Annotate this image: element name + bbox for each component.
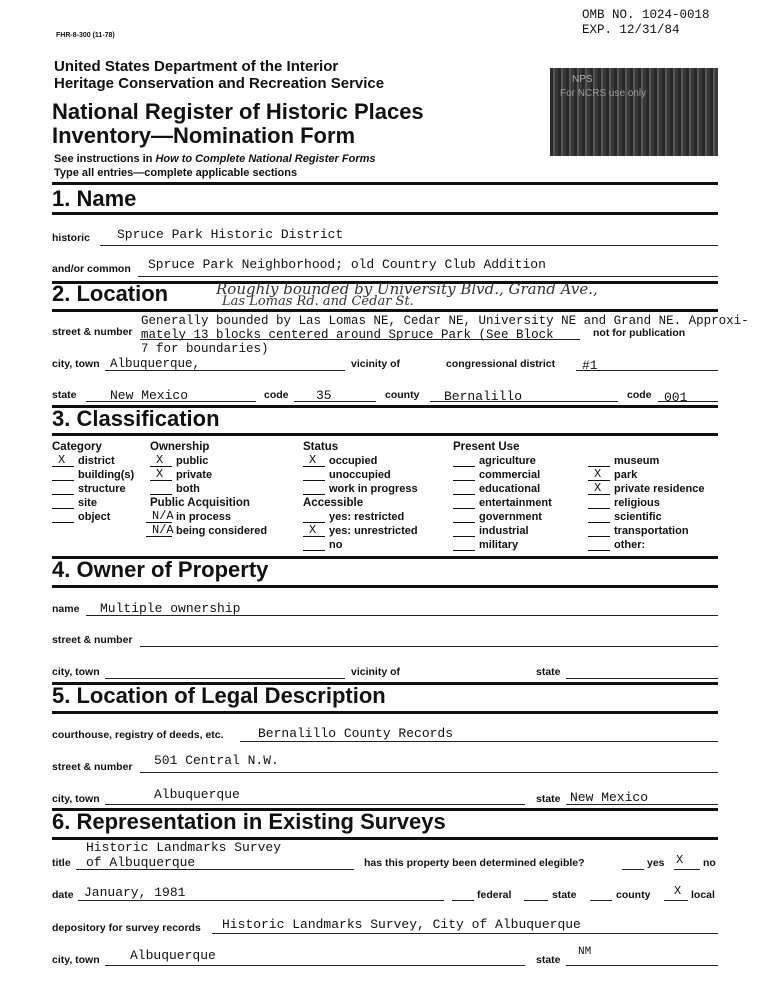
- section-divider: [52, 212, 718, 215]
- stamp-text-1: NPS: [572, 74, 593, 85]
- instructions-1b: How to Complete National Register Forms: [155, 153, 376, 165]
- checkbox-option[interactable]: [52, 455, 115, 467]
- checkbox-label: government: [479, 511, 542, 523]
- checkbox-label: transportation: [614, 525, 689, 537]
- acquisition-heading: Public Acquisition: [150, 497, 250, 509]
- checkbox-option[interactable]: [453, 511, 542, 523]
- checkbox-label: scientific: [614, 511, 662, 523]
- checkbox-option[interactable]: [453, 469, 540, 481]
- checkbox-option[interactable]: [453, 483, 540, 495]
- field-line: [76, 869, 354, 870]
- checkbox-option[interactable]: [52, 483, 126, 495]
- historic-label: historic: [52, 232, 90, 244]
- checkbox-blank[interactable]: [588, 469, 610, 481]
- checkbox-mark: X: [58, 453, 66, 467]
- owner-street-label: street & number: [52, 634, 133, 646]
- street-line-1[interactable]: Generally bounded by Las Lomas NE, Cedar NE, University NE and Grand NE. Approxi-: [141, 314, 749, 328]
- federal-label: federal: [477, 889, 512, 901]
- checkbox-blank[interactable]: [52, 469, 74, 481]
- checkbox-option[interactable]: [150, 483, 200, 495]
- survey-date[interactable]: January, 1981: [84, 885, 186, 900]
- checkbox-label: private residence: [614, 483, 705, 495]
- checkbox-label: military: [479, 539, 519, 551]
- checkbox-option[interactable]: [146, 511, 231, 523]
- field-line: [78, 900, 444, 901]
- survey-title-2[interactable]: of Albuquerque: [86, 855, 196, 870]
- owner-name-label: name: [52, 603, 80, 615]
- checkbox-label: unoccupied: [329, 469, 391, 481]
- checkbox-label: religious: [614, 497, 660, 509]
- field-line: [576, 370, 718, 371]
- instructions-1: [54, 153, 376, 165]
- local-mark[interactable]: X: [674, 884, 682, 898]
- checkbox-blank[interactable]: [453, 469, 475, 481]
- checkbox-option[interactable]: [52, 497, 97, 509]
- checkbox-option[interactable]: [52, 469, 134, 481]
- county-code-label: code: [627, 389, 652, 401]
- checkbox-option[interactable]: [453, 455, 536, 467]
- checkbox-option[interactable]: [453, 497, 552, 509]
- checkbox-label: other:: [614, 539, 646, 551]
- checkbox-option[interactable]: [146, 525, 267, 537]
- section-divider: [52, 182, 718, 185]
- state[interactable]: New Mexico: [110, 388, 189, 403]
- instructions-2: Type all entries—complete applicable sections: [54, 167, 298, 179]
- field-line: [212, 933, 718, 934]
- section-5-title: 5. Location of Legal Description: [52, 683, 386, 708]
- category-heading: Category: [52, 441, 102, 453]
- depository-label: depository for survey records: [52, 922, 201, 934]
- checkbox-option[interactable]: [303, 455, 377, 467]
- city-town-label: city, town: [52, 358, 100, 370]
- agency-line-2: Heritage Conservation and Recreation Service: [54, 75, 385, 92]
- checkbox-option[interactable]: [303, 539, 342, 551]
- historic-name[interactable]: Spruce Park Historic District: [117, 227, 344, 242]
- county-label: county: [385, 389, 420, 401]
- checkbox-option[interactable]: [303, 525, 418, 537]
- checkbox-blank[interactable]: [150, 455, 172, 467]
- field-line: [294, 401, 376, 402]
- field-line: [430, 401, 618, 402]
- checkbox-blank[interactable]: [588, 511, 610, 523]
- checkbox-blank[interactable]: [52, 455, 74, 467]
- checkbox-option[interactable]: [588, 455, 659, 467]
- checkbox-option[interactable]: [453, 539, 518, 551]
- no-mark[interactable]: X: [676, 853, 684, 867]
- checkbox-option[interactable]: [52, 511, 110, 523]
- survey-title-1[interactable]: Historic Landmarks Survey: [86, 840, 282, 855]
- owner-vicinity-label: vicinity of: [351, 666, 401, 678]
- checkbox-blank[interactable]: [588, 539, 610, 551]
- checkbox-blank[interactable]: [453, 525, 475, 537]
- stamp-text-2: For NCRS use only: [560, 88, 647, 99]
- nps-use-stamp: [550, 68, 718, 156]
- checkbox-blank[interactable]: [303, 469, 325, 481]
- owner-name[interactable]: Multiple ownership: [100, 601, 241, 616]
- form-number: FHR-8-300 (11-78): [56, 32, 115, 39]
- checkbox-blank[interactable]: [453, 483, 475, 495]
- field-line: [658, 401, 718, 402]
- field-line: [105, 370, 345, 371]
- state-option-label: state: [552, 889, 577, 901]
- checkbox-label: entertainment: [479, 497, 552, 509]
- common-name-label: and/or common: [52, 263, 131, 275]
- state-blank[interactable]: [524, 900, 548, 901]
- depository[interactable]: Historic Landmarks Survey, City of Albuquerque: [222, 917, 581, 932]
- survey-state-label: state: [536, 954, 561, 966]
- checkbox-blank[interactable]: [52, 483, 74, 495]
- checkbox-blank[interactable]: [52, 497, 74, 509]
- survey-city[interactable]: Albuquerque: [130, 948, 216, 963]
- county-blank[interactable]: [590, 900, 612, 901]
- checkbox-option[interactable]: [150, 455, 208, 467]
- local-label: local: [691, 889, 715, 901]
- state-code[interactable]: 35: [316, 388, 332, 403]
- field-line: [100, 245, 718, 246]
- handwritten-boundary-1: Roughly bounded by University Blvd., Grand Ave.,: [216, 280, 598, 298]
- checkbox-label: park: [614, 469, 638, 481]
- checkbox-blank[interactable]: [303, 525, 325, 537]
- section-3-title: 3. Classification: [52, 406, 220, 431]
- checkbox-blank[interactable]: [588, 497, 610, 509]
- legal-city-label: city, town: [52, 793, 100, 805]
- section-2-title: 2. Location: [52, 281, 169, 306]
- section-divider: [52, 585, 718, 588]
- field-line: [140, 646, 718, 647]
- field-line: [240, 741, 718, 742]
- section-divider: [52, 711, 718, 714]
- checkbox-blank[interactable]: [453, 455, 475, 467]
- section-6-title: 6. Representation in Existing Surveys: [52, 809, 446, 834]
- checkbox-option[interactable]: [588, 483, 705, 495]
- agency-line-1: United States Department of the Interior: [54, 58, 339, 75]
- checkbox-option[interactable]: [588, 511, 662, 523]
- no-label: no: [703, 857, 716, 869]
- survey-state[interactable]: NM: [578, 946, 592, 958]
- field-line: [566, 678, 718, 679]
- checkbox-blank[interactable]: [303, 539, 325, 551]
- section-divider: [52, 309, 718, 312]
- field-line: [138, 276, 718, 277]
- field-line: [566, 804, 718, 805]
- state-label: state: [52, 389, 77, 401]
- survey-city-label: city, town: [52, 954, 100, 966]
- section-divider: [52, 433, 718, 436]
- field-line: [86, 615, 718, 616]
- present-use-heading: Present Use: [453, 441, 520, 453]
- eligible-question: has this property been determined elegible?: [364, 857, 585, 869]
- checkbox-blank[interactable]: [588, 483, 610, 495]
- checkbox-label: structure: [78, 483, 126, 495]
- checkbox-mark: X: [594, 481, 602, 495]
- checkbox-option[interactable]: [588, 497, 660, 509]
- legal-city[interactable]: Albuquerque: [154, 787, 240, 802]
- section-1-title: 1. Name: [52, 186, 137, 211]
- checkbox-label: no: [329, 539, 343, 551]
- survey-title-label: title: [52, 857, 71, 869]
- checkbox-blank[interactable]: [588, 455, 610, 467]
- checkbox-blank[interactable]: [453, 511, 475, 523]
- checkbox-blank[interactable]: [52, 511, 74, 523]
- omb-number: OMB NO. 1024-0018: [582, 8, 710, 22]
- field-line: [105, 965, 525, 966]
- yes-label: yes: [647, 857, 665, 869]
- field-line: [566, 965, 718, 966]
- form-title-1: National Register of Historic Places: [52, 99, 424, 124]
- congressional-district[interactable]: #1: [582, 358, 598, 373]
- checkbox-label: occupied: [329, 455, 378, 467]
- courthouse-label: courthouse, registry of deeds, etc.: [52, 729, 224, 741]
- legal-state[interactable]: New Mexico: [570, 790, 649, 805]
- checkbox-mark: X: [156, 467, 164, 481]
- checkbox-label: yes: unrestricted: [329, 525, 418, 537]
- checkbox-mark: X: [594, 467, 602, 481]
- no-blank[interactable]: [674, 869, 700, 870]
- street-number-label: street & number: [52, 326, 133, 338]
- checkbox-label: private: [176, 469, 213, 481]
- checkbox-label: district: [78, 455, 115, 467]
- checkbox-mark: X: [309, 453, 317, 467]
- county-option-label: county: [616, 889, 651, 901]
- checkbox-label: object: [78, 511, 111, 523]
- checkbox-option[interactable]: [588, 539, 645, 551]
- checkbox-blank[interactable]: [146, 525, 172, 537]
- checkbox-blank[interactable]: [588, 525, 610, 537]
- checkbox-option[interactable]: [303, 483, 418, 495]
- checkbox-option[interactable]: [150, 469, 212, 481]
- code-label: code: [264, 389, 289, 401]
- checkbox-blank[interactable]: [303, 511, 325, 523]
- congressional-district-label: congressional district: [446, 358, 556, 370]
- local-blank[interactable]: [664, 900, 688, 901]
- checkbox-label: museum: [614, 455, 660, 467]
- checkbox-label: educational: [479, 483, 541, 495]
- vicinity-label: vicinity of: [351, 358, 401, 370]
- federal-blank[interactable]: [452, 900, 474, 901]
- field-line: [86, 401, 256, 402]
- checkbox-blank[interactable]: [303, 455, 325, 467]
- field-line: [105, 678, 345, 679]
- courthouse[interactable]: Bernalillo County Records: [258, 726, 454, 741]
- accessible-heading: Accessible: [303, 497, 364, 509]
- street-line-2[interactable]: mately 13 blocks centered around Spruce Park (See Block: [141, 328, 554, 342]
- checkbox-label: site: [78, 497, 97, 509]
- field-line: [105, 804, 525, 805]
- status-heading: Status: [303, 441, 339, 453]
- checkbox-label: building(s): [78, 469, 135, 481]
- city-town[interactable]: Albuquerque,: [110, 357, 201, 371]
- checkbox-option[interactable]: [588, 525, 689, 537]
- checkbox-label: being considered: [176, 525, 268, 537]
- date-label: date: [52, 889, 74, 901]
- checkbox-mark: N/A: [152, 509, 174, 523]
- section-4-title: 4. Owner of Property: [52, 557, 269, 582]
- legal-street[interactable]: 501 Central N.W.: [154, 753, 279, 768]
- not-for-publication: not for publication: [593, 327, 686, 339]
- instructions-1a: See instructions in: [54, 153, 156, 165]
- checkbox-label: commercial: [479, 469, 541, 481]
- handwritten-boundary-2: Las Lomas Rd. and Cedar St.: [222, 294, 414, 309]
- checkbox-label: work in progress: [329, 483, 418, 495]
- checkbox-option[interactable]: [303, 469, 391, 481]
- county[interactable]: Bernalillo: [444, 389, 523, 404]
- checkbox-label: both: [176, 483, 200, 495]
- checkbox-blank[interactable]: [453, 539, 475, 551]
- checkbox-label: public: [176, 455, 209, 467]
- checkbox-blank[interactable]: [150, 469, 172, 481]
- checkbox-blank[interactable]: [146, 511, 172, 523]
- street-line-3[interactable]: 7 for boundaries): [141, 342, 269, 356]
- checkbox-mark: N/A: [152, 523, 174, 537]
- yes-blank[interactable]: [622, 869, 644, 870]
- owner-city-label: city, town: [52, 666, 100, 678]
- checkbox-option[interactable]: [453, 525, 529, 537]
- legal-state-label: state: [536, 793, 561, 805]
- legal-street-label: street & number: [52, 761, 133, 773]
- checkbox-option[interactable]: [303, 511, 404, 523]
- checkbox-blank[interactable]: [303, 483, 325, 495]
- field-line: [140, 772, 718, 773]
- checkbox-blank[interactable]: [150, 483, 172, 495]
- ownership-heading: Ownership: [150, 441, 210, 453]
- field-line: [140, 339, 580, 340]
- checkbox-label: yes: restricted: [329, 511, 405, 523]
- checkbox-label: agriculture: [479, 455, 536, 467]
- checkbox-option[interactable]: [588, 469, 637, 481]
- checkbox-blank[interactable]: [453, 497, 475, 509]
- checkbox-label: in process: [176, 511, 232, 523]
- county-code[interactable]: 001: [664, 390, 688, 405]
- form-title-2: Inventory—Nomination Form: [52, 123, 356, 148]
- checkbox-mark: X: [156, 453, 164, 467]
- checkbox-mark: X: [309, 523, 317, 537]
- common-name[interactable]: Spruce Park Neighborhood; old Country Club Addition: [148, 257, 546, 272]
- owner-state-label: state: [536, 666, 561, 678]
- expiration: EXP. 12/31/84: [582, 23, 680, 37]
- checkbox-label: industrial: [479, 525, 529, 537]
